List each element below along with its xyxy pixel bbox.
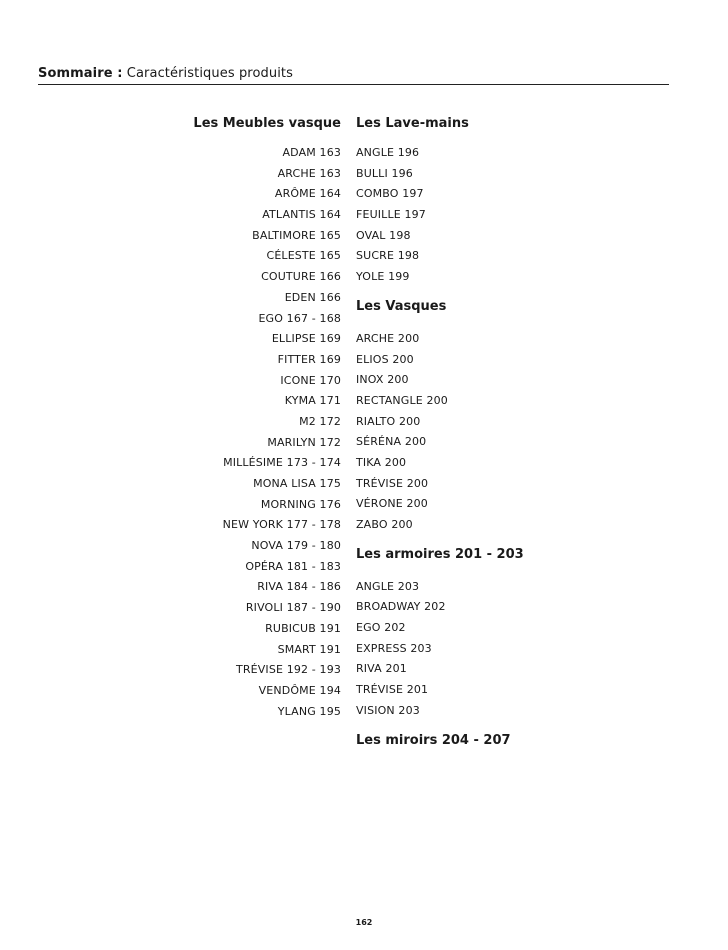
meubles-item: ATLANTIS 164 [262,208,341,222]
meubles-item: ICONE 170 [280,373,341,387]
meubles-item: NOVA 179 - 180 [251,539,341,553]
meubles-item: RIVA 184 - 186 [257,580,341,594]
header-title-rest: Caractéristiques produits [122,66,293,81]
meubles-item: ARÔME 164 [274,187,341,201]
lave-mains-item: OVAL 198 [356,228,411,242]
vasques-list [356,329,524,536]
meubles-item: MILLÉSIME 173 - 174 [223,456,341,470]
meubles-item: TRÉVISE 192 - 193 [235,663,341,677]
meubles-item: ELLIPSE 169 [271,332,341,346]
meubles-item: SMART 191 [277,642,341,656]
meubles-item: YLANG 195 [277,704,341,718]
armoires-item: TRÉVISE 201 [356,683,429,697]
vasques-item: VÉRONE 200 [356,497,428,511]
vasques-item: TRÉVISE 200 [356,476,429,490]
meubles-item: OPÉRA 181 - 183 [245,559,341,573]
lave-mains-item: ANGLE 196 [356,146,420,159]
meubles-item: EDEN 166 [284,290,341,304]
vasques-item: INOX 200 [356,373,409,387]
right-column [356,113,524,763]
vasques-item: ARCHE 200 [356,331,420,345]
meubles-item: NEW YORK 177 - 178 [222,518,341,532]
meubles-item: BALTIMORE 165 [252,228,341,242]
meubles-item: MONA LISA 175 [253,477,341,490]
meubles-item: ADAM 163 [282,146,341,159]
meubles-list [193,143,341,722]
meubles-item: M2 172 [299,414,341,428]
meubles-item: MARILYN 172 [267,435,341,449]
lave-mains-item: YOLE 199 [356,270,410,284]
miroirs-section-title: Les miroirs 204 - 207 [356,732,511,748]
meubles-item: MORNING 176 [260,497,341,511]
meubles-column [193,113,341,722]
meubles-item: RIVOLI 187 - 190 [245,601,341,615]
vasques-item: RIALTO 200 [356,414,421,428]
vasques-item: ZABO 200 [356,518,413,531]
vasques-item: RECTANGLE 200 [356,393,448,407]
armoires-item: BROADWAY 202 [356,600,446,614]
meubles-item: KYMA 171 [284,394,341,408]
meubles-item: VENDÔME 194 [258,683,341,697]
vasques-item: SÉRÉNA 200 [356,435,427,449]
meubles-item: EGO 167 - 168 [258,311,341,325]
meubles-item: FITTER 169 [277,352,341,366]
lave-mains-item: COMBO 197 [356,187,424,201]
lave-mains-list [356,143,524,288]
meubles-item: ARCHE 163 [277,166,341,180]
page-header [38,66,669,81]
vasques-item: TIKA 200 [356,455,407,469]
page-number: 162 [355,918,373,927]
vasques-section-title: Les Vasques [356,298,447,314]
meubles-section-title: Les Meubles vasque [193,116,341,131]
armoires-list [356,577,524,722]
lave-mains-section-title: Les Lave-mains [356,116,469,131]
vasques-item: ELIOS 200 [356,352,414,366]
armoires-item: EXPRESS 203 [356,641,432,655]
armoires-item: EGO 202 [356,621,406,635]
lave-mains-item: BULLI 196 [356,166,413,180]
lave-mains-item: FEUILLE 197 [356,208,426,222]
armoires-section-title: Les armoires 201 - 203 [356,546,524,562]
header-title-bold: Sommaire : [38,66,123,81]
armoires-item: RIVA 201 [356,662,407,676]
meubles-item: RUBICUB 191 [265,621,341,635]
armoires-item: ANGLE 203 [356,579,420,593]
header-rule [38,84,669,85]
lave-mains-item: SUCRE 198 [356,249,420,263]
armoires-item: VISION 203 [356,703,420,717]
meubles-item: COUTURE 166 [261,270,341,284]
meubles-item: CÉLESTE 165 [266,249,341,263]
